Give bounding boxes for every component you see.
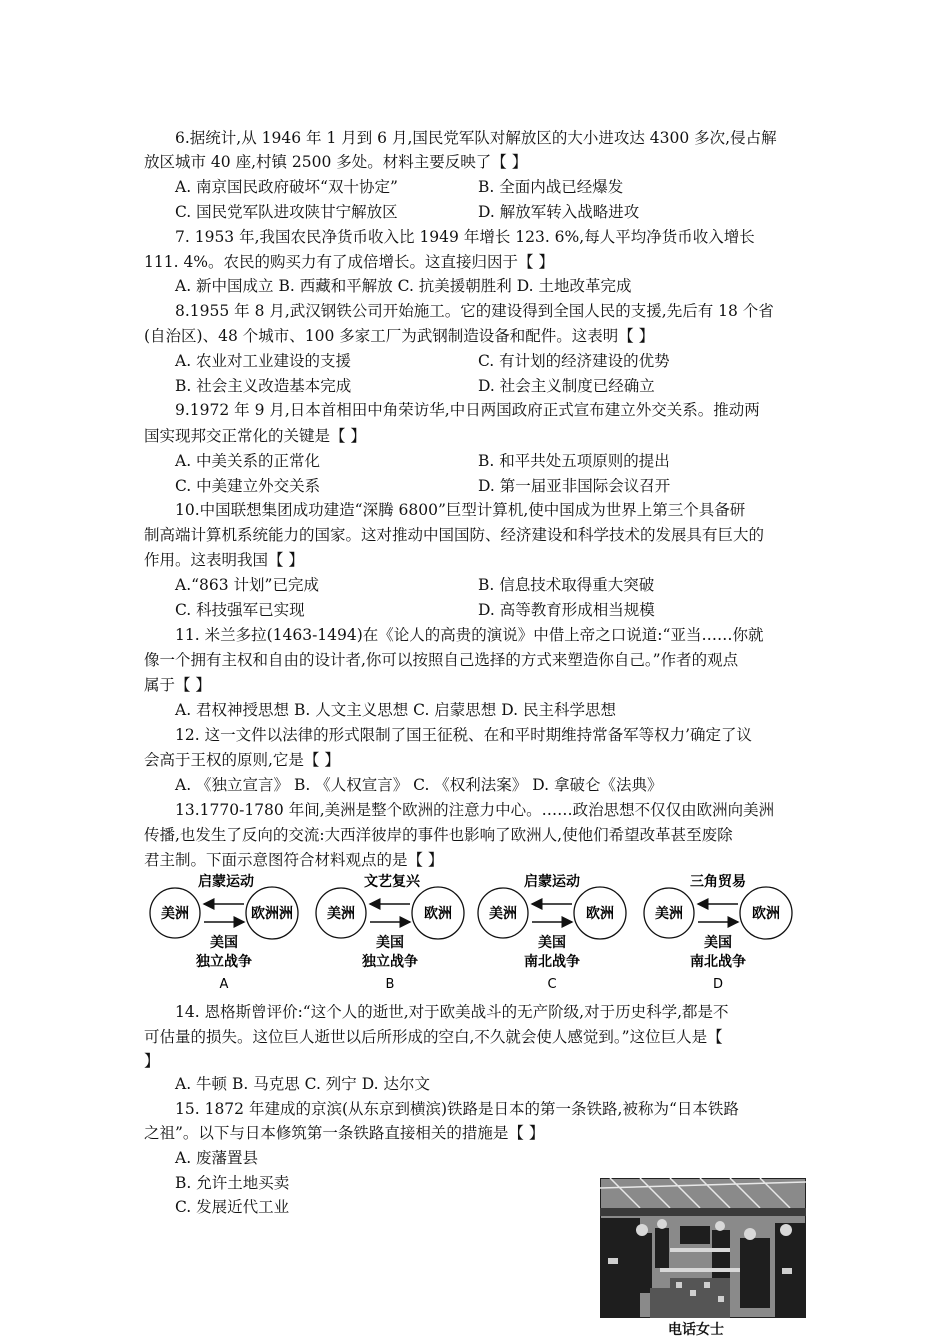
q13-diagrams [140, 868, 820, 998]
q13-diagram-a-left-label: 美洲 [161, 906, 189, 922]
q11-stem-line1: 11. 米兰多拉(1463-1494)在《论人的高贵的演说》中借上帝之口说道:“亚当……你就 [175, 626, 764, 644]
q10-stem-line2: 制高端计算机系统能力的国家。这对推动中国国防、经济建设和科学技术的发展具有巨大的 [144, 526, 765, 544]
q13-diagram-b-right-label: 欧洲 [424, 906, 452, 922]
q11-options: A. 君权神授思想 B. 人文主义思想 C. 启蒙思想 D. 民主科学思想 [175, 701, 616, 719]
q6-option-b: B. 全面内战已经爆发 [478, 178, 624, 196]
q13-diagram-b-letter: B [385, 977, 395, 992]
q13-diagram-d-right-label: 欧洲 [752, 906, 780, 922]
q8-option-a: A. 农业对工业建设的支援 [175, 352, 352, 370]
q13-diagram-c-letter: C [547, 977, 557, 992]
q13-diagram-d-bottom-line1: 美国 [704, 935, 732, 951]
q10-stem-line1: 10.中国联想集团成功建造“深腾 6800”巨型计算机,使中国成为世界上第三个具备研 [175, 501, 746, 519]
q13-diagram-a [150, 873, 298, 992]
q6-stem-line1: 6.据统计,从 1946 年 1 月到 6 月,国民党军队对解放区的大小进攻达 4300 多次,侵占解 [175, 129, 777, 147]
q13-diagram-c-bottom-line1: 美国 [538, 935, 566, 951]
q7-stem-line1: 7. 1953 年,我国农民净货币收入比 1949 年增长 123. 6%,每人平均净货币收入增长 [175, 228, 755, 246]
q9-option-b: B. 和平共处五项原则的提出 [478, 452, 670, 470]
q8-option-b: B. 社会主义改造基本完成 [175, 377, 352, 395]
q14-stem-line1: 14. 恩格斯曾评价:“这个人的逝世,对于欧美战斗的无产阶级,对于历史科学,都是不 [175, 1003, 729, 1021]
q13-stem-line1: 13.1770-1780 年间,美洲是整个欧洲的注意力中心。……政治思想不仅仅由欧洲向美洲 [175, 801, 775, 819]
q9-stem-line2: 国实现邦交正常化的关键是【 】 [144, 427, 366, 445]
q13-stem-line2: 传播,也发生了反向的交流:大西洋彼岸的事件也影响了欧洲人,使他们希望改革甚至废除 [144, 826, 733, 844]
q9-option-d: D. 第一届亚非国际会议召开 [478, 477, 671, 495]
q13-diagram-b [316, 873, 464, 992]
q10-option-b: B. 信息技术取得重大突破 [478, 576, 655, 594]
q7-options: A. 新中国成立 B. 西藏和平解放 C. 抗美援朝胜利 D. 土地改革完成 [175, 277, 632, 295]
q13-diagram-a-bottom-line1: 美国 [210, 935, 238, 951]
q13-diagram-a-top-label: 启蒙运动 [198, 874, 254, 890]
q8-stem-line2: (自治区)、48 个城市、100 多家工厂为武钢制造设备和配件。这表明【 】 [144, 327, 655, 345]
q8-option-d: D. 社会主义制度已经确立 [478, 377, 655, 395]
q13-diagram-c-left-label: 美洲 [489, 906, 517, 922]
photo-caption: 电话女士 [668, 1322, 724, 1338]
q12-options: A. 《独立宣言》 B. 《人权宣言》 C. 《权利法案》 D. 拿破仑《法典》 [175, 776, 663, 794]
q9-option-a: A. 中美关系的正常化 [175, 452, 321, 470]
q8-stem-line1: 8.1955 年 8 月,武汉钢铁公司开始施工。它的建设得到全国人民的支援,先后有 18 个省 [175, 302, 774, 320]
q14-options: A. 牛顿 B. 马克思 C. 列宁 D. 达尔文 [175, 1075, 430, 1093]
q13-diagram-d-left-label: 美洲 [655, 906, 683, 922]
q6-stem-line2: 放区城市 40 座,村镇 2500 多处。材料主要反映了【 】 [144, 153, 528, 171]
q10-option-a: A.“863 计划”已完成 [175, 576, 319, 594]
q15-option-c: C. 发展近代工业 [175, 1198, 290, 1216]
telephone-operators-photo [600, 1178, 806, 1318]
q13-diagram-c-right-label: 欧洲 [586, 906, 614, 922]
q15-stem-line1: 15. 1872 年建成的京滨(从东京到横滨)铁路是日本的第一条铁路,被称为“日本铁路 [175, 1100, 739, 1118]
q12-stem-line2: 会高于王权的原则,它是【 】 [144, 751, 340, 769]
q13-diagram-a-bottom-line2: 独立战争 [196, 954, 252, 970]
q13-diagram-b-left-label: 美洲 [327, 906, 355, 922]
q10-stem-line3: 作用。这表明我国【 】 [144, 551, 304, 569]
q6-option-a: A. 南京国民政府破坏“双十协定” [175, 178, 398, 196]
q13-diagram-a-letter: A [219, 977, 229, 992]
q13-diagram-a-right-label: 欧洲洲 [251, 906, 293, 922]
q13-diagram-c [478, 873, 626, 992]
q13-diagram-c-top-label: 启蒙运动 [524, 874, 580, 890]
q13-diagram-d-bottom-line2: 南北战争 [690, 954, 746, 970]
q10-option-c: C. 科技强军已实现 [175, 601, 305, 619]
q13-diagram-d-letter: D [712, 977, 724, 992]
q6-option-d: D. 解放军转入战略进攻 [478, 203, 640, 221]
q13-diagram-b-top-label: 文艺复兴 [364, 874, 420, 890]
q13-diagram-c-bottom-line2: 南北战争 [524, 954, 580, 970]
q11-stem-line2: 像一个拥有主权和自由的设计者,你可以按照自己选择的方式来塑造你自己。”作者的观点 [144, 651, 739, 669]
q15-option-a: A. 废藩置县 [175, 1149, 259, 1167]
q15-option-b: B. 允许土地买卖 [175, 1174, 290, 1192]
q13-diagram-b-bottom-line1: 美国 [376, 935, 404, 951]
q14-stem-line2: 可估量的损失。这位巨人逝世以后所形成的空白,不久就会使人感觉到。”这位巨人是【 [144, 1028, 723, 1046]
q11-stem-line3: 属于【 】 [144, 676, 211, 694]
q9-stem-line1: 9.1972 年 9 月,日本首相田中角荣访华,中日两国政府正式宣布建立外交关系。推动两 [175, 401, 760, 419]
q6-option-c: C. 国民党军队进攻陕甘宁解放区 [175, 203, 398, 221]
q8-option-c: C. 有计划的经济建设的优势 [478, 352, 670, 370]
q12-stem-line1: 12. 这一文件以法律的形式限制了国王征税、在和平时期维持常备军等权力’确定了议 [175, 726, 753, 744]
q9-option-c: C. 中美建立外交关系 [175, 477, 321, 495]
q13-diagram-b-bottom-line2: 独立战争 [362, 954, 418, 970]
q14-stem-line3: 】 [144, 1052, 160, 1070]
q7-stem-line2: 111. 4%。农民的购买力有了成倍增长。这直接归因于【 】 [144, 253, 554, 271]
q15-stem-line2: 之祖”。以下与日本修筑第一条铁路直接相关的措施是【 】 [144, 1124, 545, 1142]
q10-option-d: D. 高等教育形成相当规模 [478, 601, 655, 619]
q13-diagram-d-top-label: 三角贸易 [690, 874, 746, 890]
q13-diagram-d [644, 873, 792, 992]
q13-stem-line3: 君主制。下面示意图符合材料观点的是【 】 [144, 851, 444, 869]
